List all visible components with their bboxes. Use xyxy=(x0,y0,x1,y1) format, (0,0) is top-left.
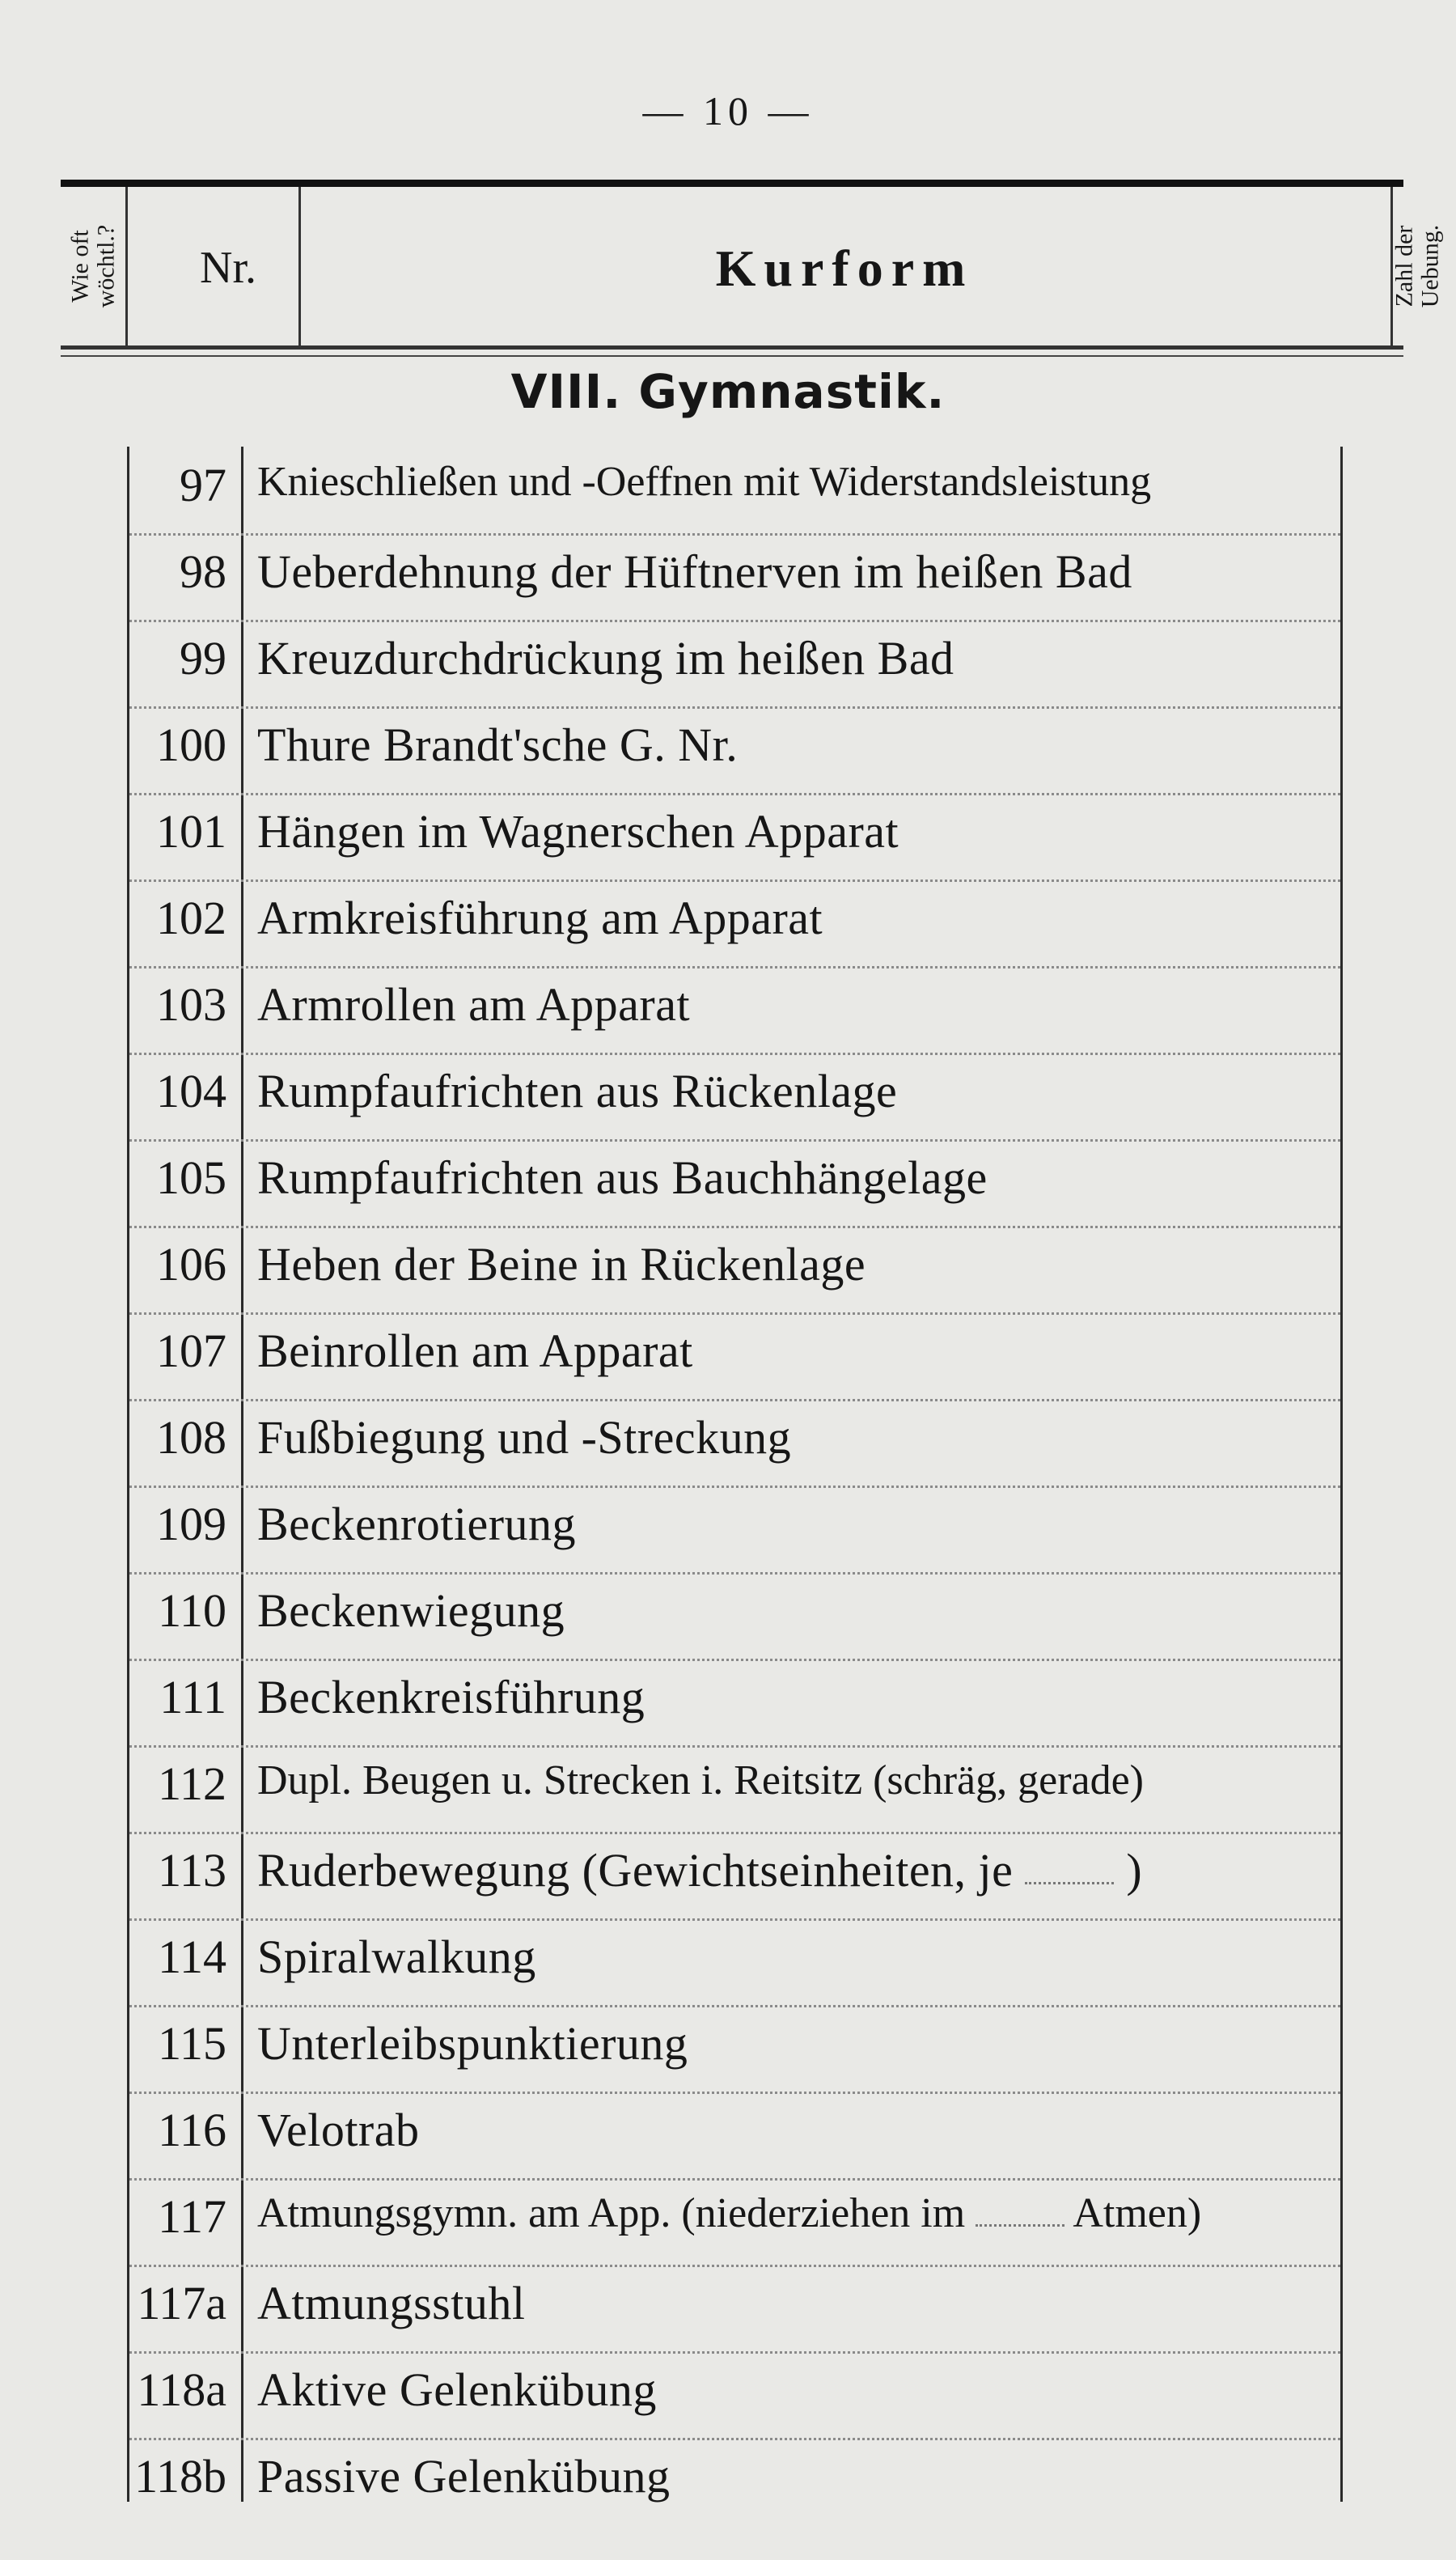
row-text: Heben der Beine in Rückenlage xyxy=(257,1238,866,1291)
fill-in-blank xyxy=(1025,1866,1114,1884)
table-row xyxy=(129,966,1340,1055)
row-text: Rumpfaufrichten aus Bauchhängelage xyxy=(257,1151,988,1204)
form-column-header xyxy=(302,187,1387,345)
form-label: Kurform xyxy=(715,239,974,297)
table-row xyxy=(129,1399,1340,1488)
table-row xyxy=(129,1832,1340,1921)
count-label xyxy=(1392,225,1443,307)
count-label-line1: Zahl der xyxy=(1390,225,1418,307)
table-row xyxy=(129,706,1340,795)
row-text: Kreuzdurchdrückung im heißen Bad xyxy=(257,632,954,685)
row-number: 118a xyxy=(137,2363,226,2416)
row-text: Dupl. Beugen u. Strecken i. Reitsitz (schräg, gerade) xyxy=(257,1757,1144,1803)
row-number: 117 xyxy=(158,2190,226,2243)
row-text: Beckenrotierung xyxy=(257,1498,577,1550)
exercise-table xyxy=(127,447,1343,2502)
row-number: 101 xyxy=(156,805,226,858)
row-number: 107 xyxy=(156,1325,226,1377)
table-row xyxy=(129,1659,1340,1748)
table-row xyxy=(129,2351,1340,2440)
row-number: 103 xyxy=(156,978,226,1031)
table-row xyxy=(129,1139,1340,1228)
page-number: — 10 — xyxy=(642,88,814,134)
row-text: Beckenwiegung xyxy=(257,1584,565,1637)
table-row xyxy=(129,1572,1340,1661)
row-text: Unterleibspunktierung xyxy=(257,2017,688,2070)
row-text-before: Atmungsgymn. am App. (niederziehen im xyxy=(257,2190,966,2236)
row-number: 109 xyxy=(156,1498,226,1550)
number-column-header xyxy=(129,187,301,345)
row-number: 115 xyxy=(158,2017,226,2070)
count-label-line2: Uebung. xyxy=(1416,224,1443,308)
table-row xyxy=(129,447,1340,536)
row-number: 111 xyxy=(159,1671,226,1723)
row-text: Velotrab xyxy=(257,2104,420,2156)
row-number: 117a xyxy=(137,2277,226,2329)
row-text: Aktive Gelenkübung xyxy=(257,2363,657,2416)
header-double-rule xyxy=(61,355,1403,357)
row-text: Beckenkreisführung xyxy=(257,1671,645,1723)
row-text: Beinrollen am Apparat xyxy=(257,1325,693,1377)
fill-in-blank xyxy=(976,2208,1064,2227)
row-number: 113 xyxy=(158,1844,226,1897)
table-row xyxy=(129,1486,1340,1575)
frequency-label xyxy=(68,225,119,307)
table-row xyxy=(129,1053,1340,1142)
row-text: Knieschließen und -Oeffnen mit Widerstandsleistung xyxy=(257,459,1152,505)
count-column-header xyxy=(1390,187,1441,345)
table-row xyxy=(129,2265,1340,2354)
table-row xyxy=(129,879,1340,968)
number-label: Nr. xyxy=(200,243,256,293)
row-text xyxy=(257,2189,1333,2237)
row-text: Passive Gelenkübung xyxy=(257,2450,671,2503)
section-title: VIII. Gymnastik. xyxy=(510,364,946,419)
row-number: 118b xyxy=(134,2450,226,2503)
row-text-after: Atmen) xyxy=(1073,2190,1202,2236)
row-text: Thure Brandt'sche G. Nr. xyxy=(257,718,739,771)
row-number: 100 xyxy=(156,718,226,771)
row-number: 108 xyxy=(156,1411,226,1464)
table-header xyxy=(61,180,1443,350)
table-row xyxy=(129,793,1340,882)
row-number: 97 xyxy=(180,459,226,511)
row-text: Hängen im Wagnerschen Apparat xyxy=(257,805,899,858)
table-row xyxy=(129,2438,1340,2524)
row-number: 105 xyxy=(156,1151,226,1204)
row-number: 110 xyxy=(158,1584,226,1637)
table-row xyxy=(129,533,1340,622)
row-text: Armrollen am Apparat xyxy=(257,978,691,1031)
row-text-after: ) xyxy=(1126,1844,1143,1897)
table-row xyxy=(129,1918,1340,2007)
row-number: 106 xyxy=(156,1238,226,1291)
row-number: 102 xyxy=(156,892,226,944)
row-text: Spiralwalkung xyxy=(257,1931,536,1983)
row-text-before: Ruderbewegung (Gewichtseinheiten, je xyxy=(257,1844,1014,1897)
table-row xyxy=(129,2005,1340,2094)
table-row xyxy=(129,2092,1340,2181)
row-number: 99 xyxy=(180,632,226,685)
table-row xyxy=(129,1226,1340,1315)
row-text xyxy=(257,1843,1333,1897)
row-text: Armkreisführung am Apparat xyxy=(257,892,823,944)
row-number: 116 xyxy=(158,2104,226,2156)
frequency-label-line2: wöchtl.? xyxy=(92,224,119,308)
frequency-label-line1: Wie oft xyxy=(66,230,94,303)
table-row xyxy=(129,1745,1340,1834)
table-row xyxy=(129,1312,1340,1401)
row-text: Rumpfaufrichten aus Rückenlage xyxy=(257,1065,898,1117)
row-text: Atmungsstuhl xyxy=(257,2277,526,2329)
row-number: 104 xyxy=(156,1065,226,1117)
row-text: Ueberdehnung der Hüftnerven im heißen Bad xyxy=(257,545,1132,598)
row-text: Fußbiegung und -Streckung xyxy=(257,1411,792,1464)
table-row xyxy=(129,2178,1340,2267)
row-number: 112 xyxy=(158,1757,226,1810)
frequency-column-header xyxy=(61,187,128,345)
row-number: 98 xyxy=(180,545,226,598)
table-row xyxy=(129,620,1340,709)
row-number: 114 xyxy=(158,1931,226,1983)
